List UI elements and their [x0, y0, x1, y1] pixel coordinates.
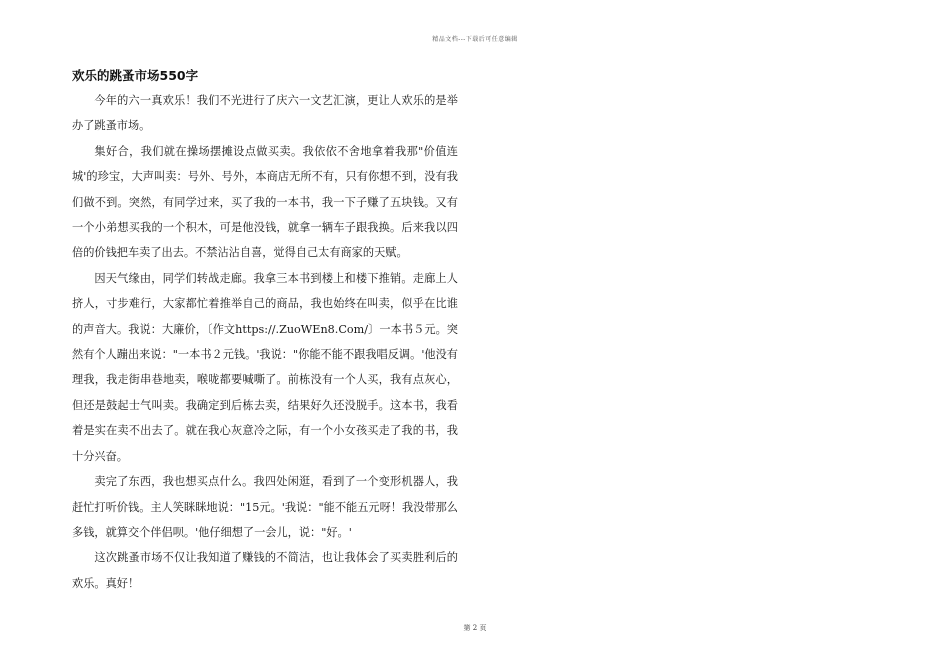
paragraph: 这次跳蚤市场不仅让我知道了赚钱的不简洁，也让我体会了买卖胜利后的欢乐。真好！	[72, 551, 458, 590]
article-body	[72, 88, 458, 596]
article-title: 欢乐的跳蚤市场550字	[72, 68, 199, 83]
paragraph: 集好合，我们就在操场摆摊设点做买卖。我依依不舍地拿着我那"价值连城'的珍宝，大声叫卖：号外、号外，本商店无所不有，只有你想不到，没有我们做不到。突然，有同学过来，买了我的一本书，我一下子赚了五块钱。又有一个小弟想买我的一个积木，可是他没钱，就拿一辆车子跟我换。后来我以四倍的价钱把车卖了出去。不禁沾沾自喜，觉得自己太有商家的天赋。	[72, 144, 458, 260]
paragraph: 今年的六一真欢乐！我们不光进行了庆六一文艺汇演，更让人欢乐的是举办了跳蚤市场。	[72, 94, 458, 133]
paragraph: 卖完了东西，我也想买点什么。我四处闲逛，看到了一个变形机器人，我赶忙打听价钱。主人笑眯眯地说："15元。'我说："能不能五元呀！我没带那么多钱，就算交个伴侣呗。'他仔细想了一会儿，说："好。'	[72, 475, 458, 539]
paragraph: 因天气缘由，同学们转战走廊。我拿三本书到楼上和楼下推销。走廊上人挤人，寸步难行，大家都忙着推举自己的商品，我也始终在叫卖，似乎在比谁的声音大。我说：大廉价，〔作文https://.ZuoWEn8.Com/〕一本书５元。突然有个人蹦出来说："一本书２元钱。'我说："你能不能不跟我唱反调。'他没有理我，我走街串巷地卖，喉咙都要喊嘶了。前栋没有一个人买，我有点灰心，但还是鼓起士气叫卖。我确定到后栋去卖，结果好久还没脱手。这本书，我看着是实在卖不出去了。就在我心灰意冷之际，有一个小女孩买走了我的书，我十分兴奋。	[72, 271, 458, 463]
page-number: 第 2 页	[463, 624, 487, 632]
header-note: 精品文档---下载后可任意编辑	[432, 36, 518, 43]
